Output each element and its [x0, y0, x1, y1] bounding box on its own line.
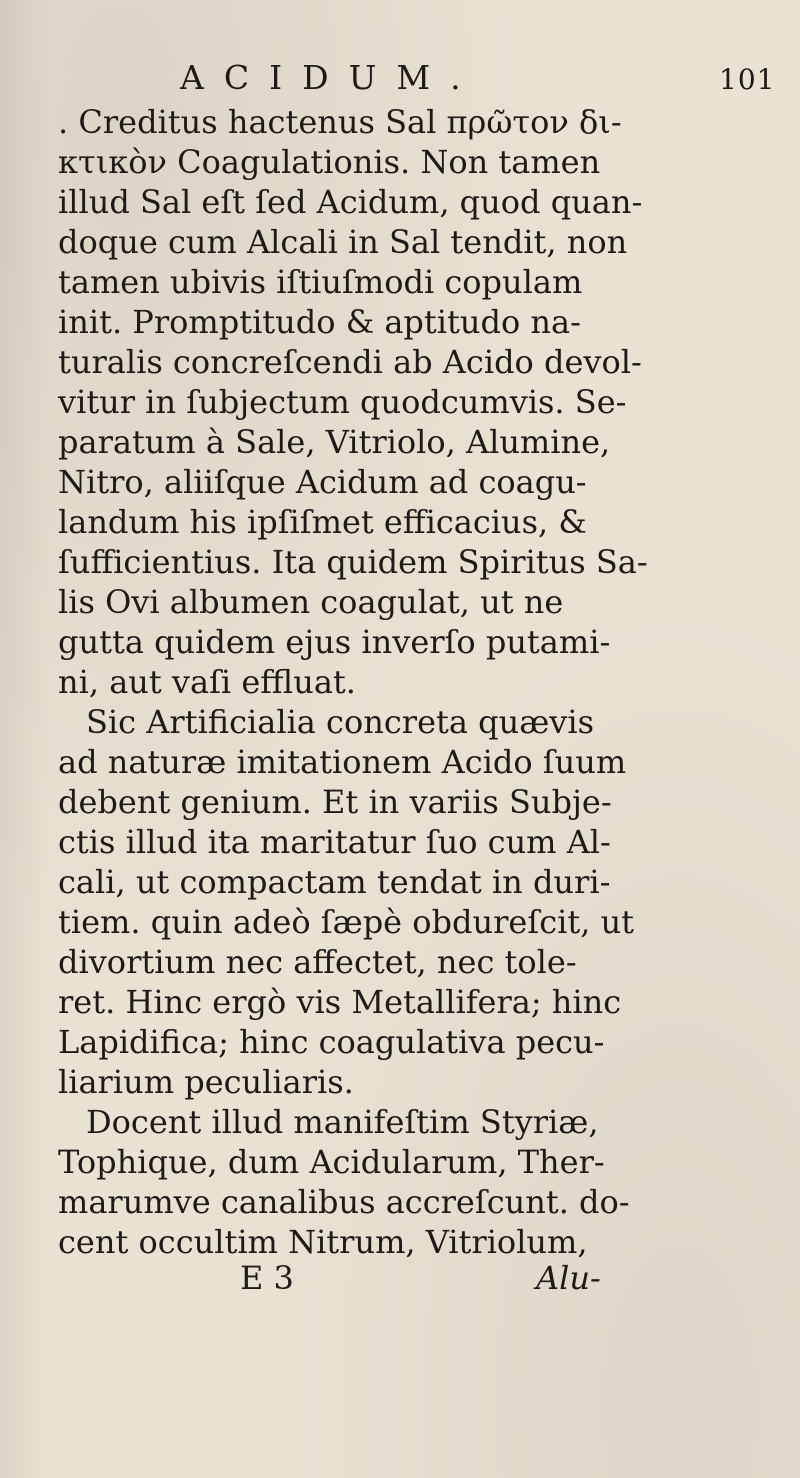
text-line: ad naturæ imitationem Acido ſuum [58, 743, 627, 781]
text-line: liarium peculiaris. [58, 1063, 354, 1101]
text-line: turalis concreſcendi ab Acido devol- [58, 343, 642, 381]
text-line: ſufficientius. Ita quidem Spiritus Sa- [58, 543, 648, 581]
text-line: marumve canalibus accreſcunt. do- [58, 1183, 630, 1221]
text-line: lis Ovi albumen coagulat, ut ne [58, 583, 564, 621]
paragraph-start-line: Sic Artificialia concreta quævis [86, 703, 595, 741]
text-line: divortium nec affectet, nec tole- [58, 943, 577, 981]
text-line: tiem. quin adeò ſæpè obdureſcit, ut [58, 903, 635, 941]
text-line: κτικὸν Coagulationis. Non tamen [58, 143, 601, 181]
text-line: cent occultim Nitrum, Vitriolum, [58, 1223, 588, 1261]
running-head [0, 58, 800, 98]
page-footer [0, 1258, 800, 1298]
text-line: tamen ubivis iſtiuſmodi copulam [58, 263, 583, 301]
text-line: ret. Hinc ergò vis Metallifera; hinc [58, 983, 622, 1021]
text-line: doque cum Alcali in Sal tendit, non [58, 223, 628, 261]
text-line: paratum à Sale, Vitriolo, Alumine, [58, 423, 611, 461]
text-line: cali, ut compactam tendat in duri- [58, 863, 611, 901]
text-line: gutta quidem ejus inverſo putami- [58, 623, 611, 661]
text-line: ctis illud ita maritatur ſuo cum Al- [58, 823, 611, 861]
text-line: illud Sal eſt ſed Acidum, quod quan- [58, 183, 643, 221]
running-title: ACIDUM. [180, 58, 481, 97]
text-line: landum his ipſiſmet efficacius, & [58, 503, 587, 541]
text-line: vitur in ſubjectum quodcumvis. Se- [58, 383, 627, 421]
text-line: Tophique, dum Acidularum, Ther- [58, 1143, 605, 1181]
text-line: init. Promptitudo & aptitudo na- [58, 303, 581, 341]
text-line: ni, aut vaſi effluat. [58, 663, 356, 701]
body-text [58, 102, 758, 1262]
text-line: Nitro, aliiſque Acidum ad coagu- [58, 463, 587, 501]
text-line: . Creditus hactenus Sal πρῶτον δι- [58, 103, 622, 141]
page-number: 101 [719, 63, 776, 96]
catchword: Alu- [536, 1259, 601, 1297]
signature-mark: E 3 [240, 1259, 294, 1297]
text-line: Lapidifica; hinc coagulativa pecu- [58, 1023, 605, 1061]
text-line: debent genium. Et in variis Subje- [58, 783, 612, 821]
paragraph-start-line: Docent illud manifeſtim Styriæ, [86, 1103, 599, 1141]
